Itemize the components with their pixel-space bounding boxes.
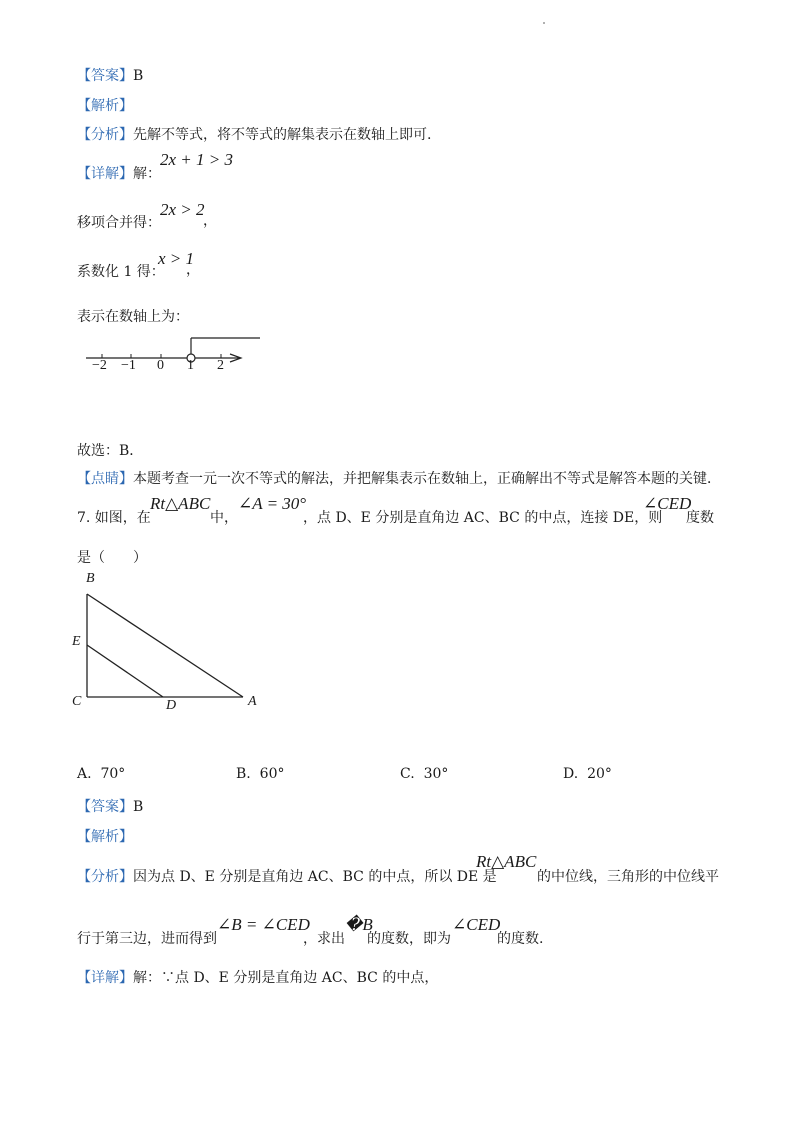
xiangjie-line bbox=[77, 163, 161, 183]
q7-xiangjie-text: 解：∵点 D、E 分别是直角边 AC、BC 的中点， bbox=[133, 970, 439, 986]
q7-answer-tag: 【答案】 bbox=[77, 799, 133, 815]
analysis-tag: 【解析】 bbox=[77, 98, 133, 114]
q7-analysis-tag: 【解析】 bbox=[77, 829, 133, 845]
step3-tail: ， bbox=[186, 262, 200, 278]
q7-stem-e: 是（ ） bbox=[77, 550, 147, 566]
tick-label-neg1: −1 bbox=[121, 358, 136, 373]
option-a[interactable] bbox=[77, 766, 125, 782]
vertex-label-b: B bbox=[86, 571, 95, 586]
equation-1: 2x + 1 > 3 bbox=[160, 150, 233, 169]
dianjing-line bbox=[77, 468, 721, 488]
q7-xiangjie-tag: 【详解】 bbox=[77, 970, 133, 986]
fenxi-tag: 【分析】 bbox=[77, 127, 133, 143]
q7-math-ced-2: ∠CED bbox=[452, 915, 501, 934]
tick-label-neg2: −2 bbox=[92, 358, 107, 373]
answer-line bbox=[77, 65, 143, 85]
xiangjie-tag: 【详解】 bbox=[77, 166, 133, 182]
option-c[interactable] bbox=[400, 766, 448, 782]
tick-label-1: 1 bbox=[187, 358, 194, 373]
option-letter: D. bbox=[563, 766, 579, 782]
q7-fenxi-f: 的度数. bbox=[497, 931, 544, 947]
option-value: 60° bbox=[259, 766, 285, 782]
vertex-label-c: C bbox=[72, 694, 82, 709]
dianjing-text: 本题考查一元一次不等式的解法，并把解集表示在数轴上，正确解出不等式是解答本题的关键． bbox=[133, 471, 721, 487]
answer-tag: 【答案】 bbox=[77, 68, 133, 84]
q7-fenxi-b: 的中位线，三角形的中位线平 bbox=[537, 869, 719, 885]
option-letter: A. bbox=[77, 766, 92, 782]
fenxi-text: 先解不等式，将不等式的解集表示在数轴上即可. bbox=[133, 127, 432, 143]
scan-speck bbox=[543, 22, 545, 24]
q7-math-triangle-2: Rt△ABC bbox=[476, 852, 537, 871]
step2-label: 移项合并得： bbox=[77, 215, 161, 231]
option-d[interactable] bbox=[563, 766, 612, 782]
tick-label-2: 2 bbox=[217, 358, 224, 373]
q7-math-angle: ∠A = 30° bbox=[238, 494, 307, 513]
q7-fenxi-tag: 【分析】 bbox=[77, 869, 133, 885]
vertex-label-d: D bbox=[166, 698, 177, 713]
option-value: 30° bbox=[423, 766, 449, 782]
number-line bbox=[80, 330, 270, 382]
equation-2: 2x > 2 bbox=[160, 200, 205, 219]
xiangjie-text: 解： bbox=[133, 166, 161, 182]
q7-math-ced: ∠CED bbox=[643, 494, 692, 513]
step2-tail: ， bbox=[203, 213, 217, 229]
vertex-label-a: A bbox=[248, 694, 257, 709]
q7-stem-b: 中， bbox=[210, 510, 238, 526]
tick-label-0: 0 bbox=[157, 358, 164, 373]
option-b[interactable] bbox=[236, 766, 284, 782]
q7-math-eq: ∠B = ∠CED bbox=[217, 915, 310, 934]
step3-label: 系数化 1 得： bbox=[77, 264, 165, 280]
q7-answer-value: B bbox=[133, 799, 144, 815]
option-letter: B. bbox=[236, 766, 251, 782]
q7-stem-d: 度数 bbox=[686, 510, 714, 526]
q7-fenxi-e: 的度数，即为 bbox=[367, 931, 451, 947]
triangle-figure bbox=[80, 585, 260, 705]
q7-answer-line bbox=[77, 796, 143, 816]
numberline-label: 表示在数轴上为： bbox=[77, 309, 189, 325]
option-letter: C. bbox=[400, 766, 415, 782]
fenxi-line bbox=[77, 124, 431, 144]
q7-fenxi-d: ，求出 bbox=[303, 931, 345, 947]
q7-stem-a: 7. 如图，在 bbox=[77, 510, 151, 526]
dianjing-tag: 【点睛】 bbox=[77, 471, 133, 487]
q7-fenxi-a: 因为点 D、E 分别是直角边 AC、BC 的中点，所以 DE 是 bbox=[133, 869, 497, 885]
option-value: 70° bbox=[100, 766, 126, 782]
equation-3: x > 1 bbox=[158, 249, 195, 268]
option-value: 20° bbox=[587, 766, 612, 782]
q7-xiangjie-line bbox=[77, 967, 438, 987]
q7-fenxi-c: 行于第三边，进而得到 bbox=[77, 931, 217, 947]
q7-stem-c: ，点 D、E 分别是直角边 AC、BC 的中点，连接 DE，则 bbox=[303, 510, 663, 526]
vertex-label-e: E bbox=[72, 634, 81, 649]
q7-math-triangle: Rt△ABC bbox=[150, 494, 211, 513]
answer-value: B bbox=[133, 68, 144, 84]
q7-fenxi-line1 bbox=[77, 866, 497, 886]
conclusion: 故选：B． bbox=[77, 443, 144, 459]
q7-math-b: �B bbox=[345, 915, 373, 934]
